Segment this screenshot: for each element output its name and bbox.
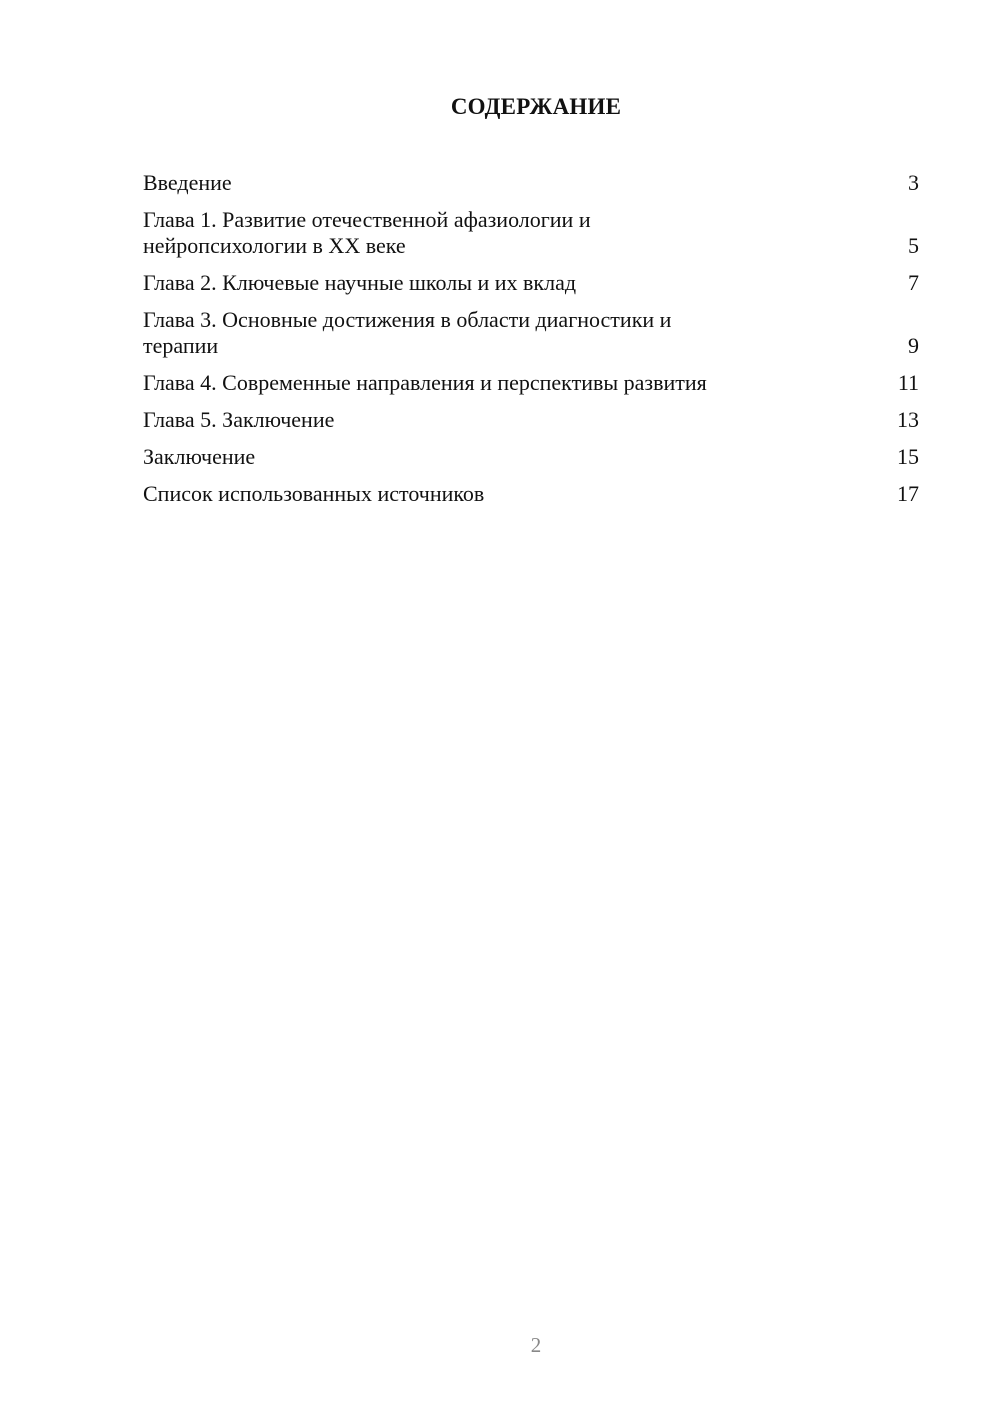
toc-entry-label: Глава 1. Развитие отечественной афазиологии и нейропсихологии в XX веке (143, 207, 591, 258)
toc-entry-page: 15 (897, 444, 919, 469)
toc-entry-page: 7 (908, 270, 919, 295)
toc-entry (143, 307, 919, 359)
page-number: 2 (530, 1333, 542, 1357)
toc-entry-label: Список использованных источников (143, 481, 485, 506)
toc-entry-label: Глава 4. Современные направления и перспективы развития (143, 370, 707, 395)
table-of-contents (143, 170, 919, 518)
toc-entry-page: 13 (897, 407, 919, 432)
toc-entry-label: Введение (143, 170, 232, 195)
toc-entry-page: 5 (908, 233, 919, 258)
toc-entry-label: Глава 5. Заключение (143, 407, 335, 432)
toc-entry-label: Глава 2. Ключевые научные школы и их вклад (143, 270, 577, 295)
toc-entry-label: Глава 3. Основные достижения в области диагностики и терапии (143, 307, 672, 358)
toc-entry (143, 444, 919, 470)
toc-entry (143, 370, 919, 396)
toc-entry (143, 270, 919, 296)
toc-entry (143, 170, 919, 196)
toc-entry-page: 3 (908, 170, 919, 195)
toc-entry-page: 9 (908, 333, 919, 358)
toc-entry-page: 17 (897, 481, 919, 506)
toc-entry-page: 11 (897, 370, 919, 395)
toc-entry (143, 407, 919, 433)
toc-entry-label: Заключение (143, 444, 256, 469)
toc-entry (143, 481, 919, 507)
page-title: СОДЕРЖАНИЕ (450, 94, 622, 119)
toc-entry (143, 207, 919, 259)
